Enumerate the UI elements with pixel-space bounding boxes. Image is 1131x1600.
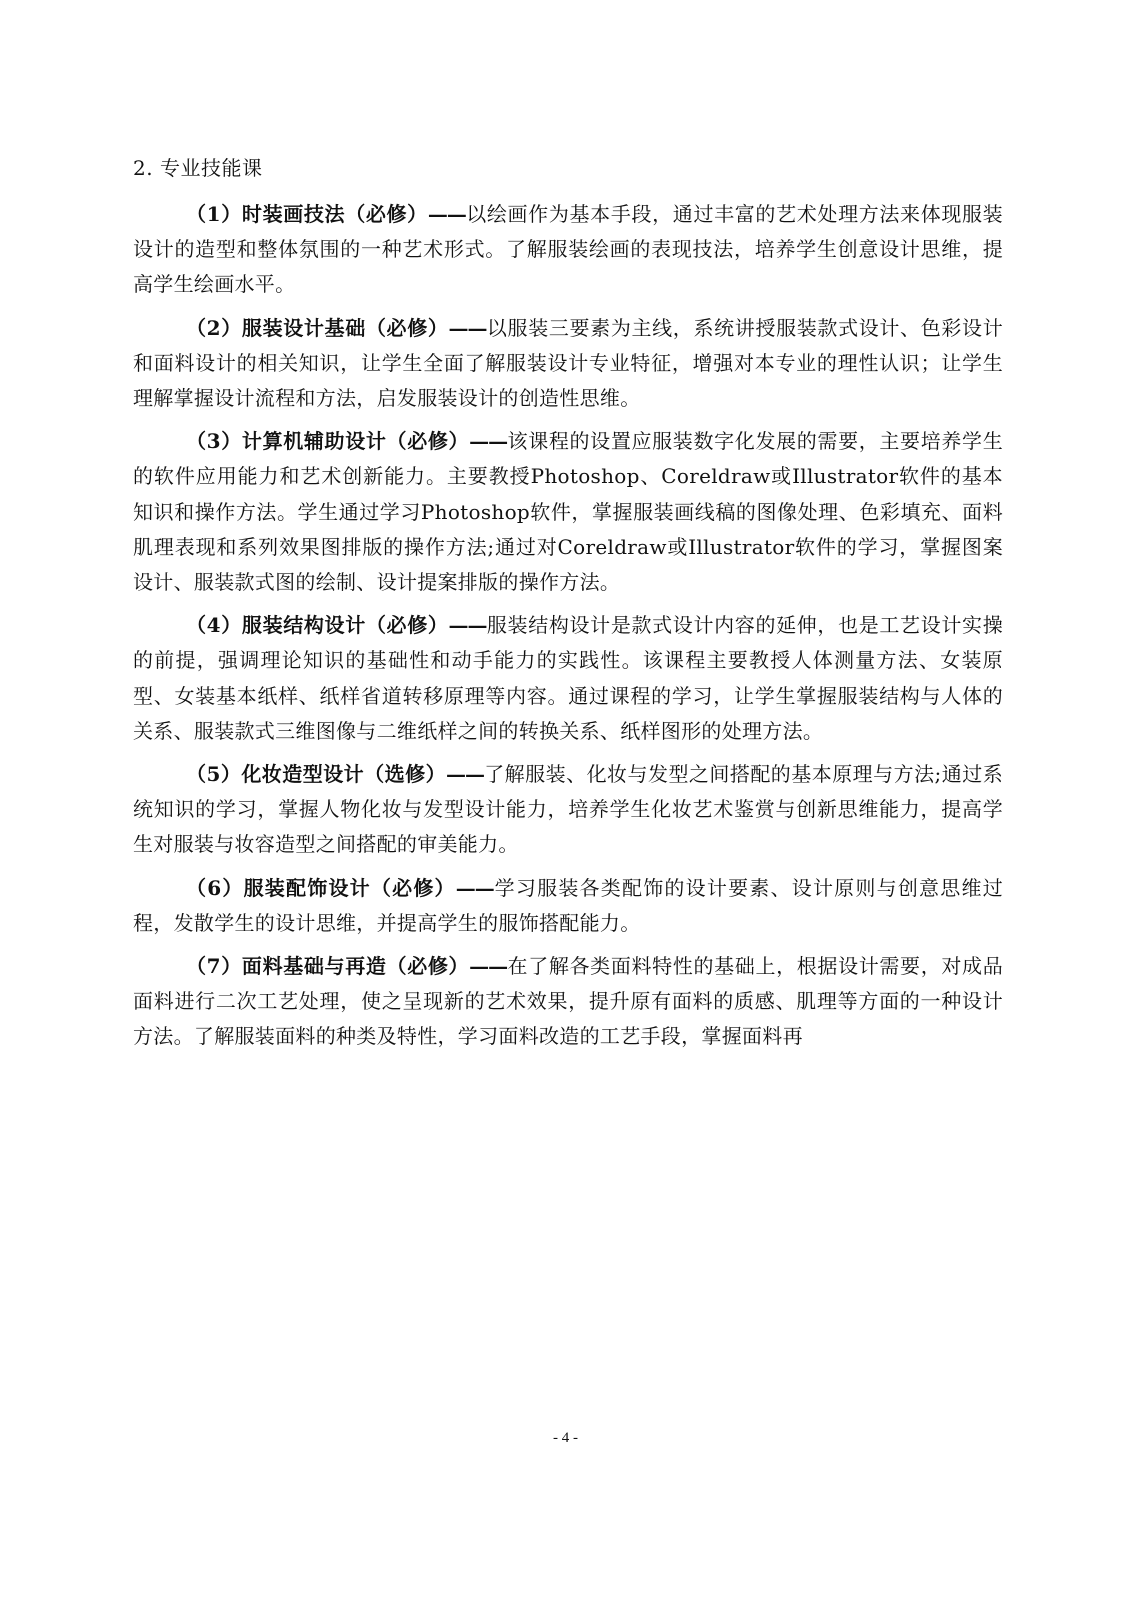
course-paragraph-4: [133, 608, 1003, 749]
course-requirement: （必修）: [345, 202, 428, 226]
course-dash: ——: [455, 875, 494, 900]
course-number: （3）: [186, 429, 242, 454]
course-name: 时装画技法: [241, 202, 346, 226]
section-heading: 2. 专业技能课: [133, 156, 263, 180]
course-dash: ——: [469, 954, 508, 979]
course-number: （2）: [186, 315, 242, 340]
course-paragraph-5: [133, 757, 1003, 863]
course-number: （6）: [186, 875, 244, 900]
course-number: （7）: [186, 954, 242, 979]
course-dash: ——: [427, 202, 466, 226]
page-number: - 4 -: [553, 1430, 578, 1446]
course-description: 以服装三要素为主线，系统讲授服装款式设计、色彩设计和面料设计的相关知识，让学生全面了解服装设计专业特征，增强对本专业的理性认识；让学生理解掌握设计流程和方法，启发服装设计的创造性思维。: [133, 315, 1003, 411]
page-content: [133, 150, 1003, 1063]
course-name: 服装结构设计: [241, 613, 366, 638]
course-description: 在了解各类面料特性的基础上，根据设计需要，对成品面料进行二次工艺处理，使之呈现新的艺术效果，提升原有面料的质感、肌理等方面的一种设计方法。了解服装面料的种类及特性，学习面料改造的工艺手段，掌握面料再: [133, 954, 1003, 1049]
course-paragraph-6: [133, 871, 1003, 941]
course-paragraph-1: [133, 197, 1003, 303]
course-description: 学习服装各类配饰的设计要素、设计原则与创意思维过程，发散学生的设计思维，并提高学生的服饰搭配能力。: [133, 875, 1003, 935]
course-number: （1）: [186, 202, 242, 226]
course-requirement: （必修）: [370, 875, 456, 900]
course-requirement: （必修）: [365, 315, 449, 340]
course-dash: ——: [469, 429, 508, 454]
course-requirement: （必修）: [386, 954, 470, 979]
course-dash: ——: [448, 315, 487, 340]
course-description: 以绘画作为基本手段，通过丰富的艺术处理方法来体现服装设计的造型和整体氛围的一种艺术形式。了解服装绘画的表现技法，培养学生创意设计思维，提高学生绘画水平。: [133, 202, 1003, 297]
course-number: （5）: [186, 762, 242, 787]
course-requirement: （必修）: [365, 613, 449, 638]
course-name: 计算机辅助设计: [241, 429, 387, 454]
course-description: 了解服装、化妆与发型之间搭配的基本原理与方法;通过系统知识的学习，掌握人物化妆与发型设计能力，培养学生化妆艺术鉴赏与创新思维能力，提高学生对服装与妆容造型之间搭配的审美能力。: [133, 762, 1003, 857]
course-paragraph-3: [133, 424, 1003, 600]
course-number: （4）: [186, 613, 242, 638]
course-description: 服装结构设计是款式设计内容的延伸，也是工艺设计实操的前提，强调理论知识的基础性和动手能力的实践性。该课程主要教授人体测量方法、女装原型、女装基本纸样、纸样省道转移原理等内容。通过课程的学习，让学生掌握服装结构与人体的关系、服装款式三维图像与二维纸样之间的转换关系、纸样图形的处理方法。: [133, 613, 1003, 743]
course-name: 服装配饰设计: [243, 875, 371, 900]
course-dash: ——: [448, 613, 487, 638]
course-paragraph-2: [133, 311, 1003, 417]
course-name: 服装设计基础: [241, 315, 366, 340]
course-paragraph-7: [133, 949, 1003, 1055]
course-requirement: （选修）: [364, 762, 447, 787]
course-description: 该课程的设置应服装数字化发展的需要，主要培养学生的软件应用能力和艺术创新能力。主要教授Photoshop、Coreldraw或Illustrator软件的基本知识和操作方法。学生通过学习Photoshop软件，掌握服装画线稿的图像处理、色彩填充、面料肌理表现和系列效果图排版的操作方法;通过对Coreldraw或Illustrator软件的学习，掌握图案设计、服装款式图的绘制、设计提案排版的操作方法。: [133, 429, 1003, 595]
course-name: 化妆造型设计: [241, 762, 365, 787]
course-dash: ——: [446, 762, 485, 787]
course-name: 面料基础与再造: [241, 954, 387, 979]
course-requirement: （必修）: [386, 429, 470, 454]
